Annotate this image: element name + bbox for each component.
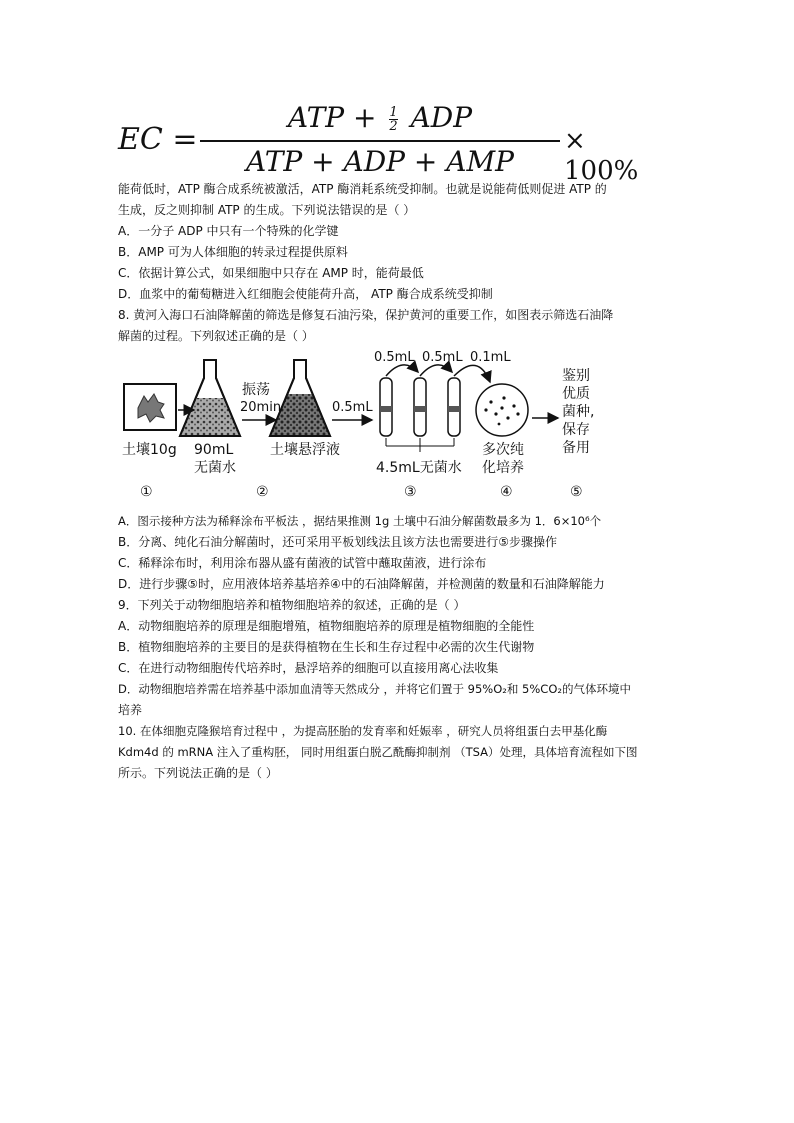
step-marker-5: ⑤ bbox=[570, 484, 583, 500]
soil-sample-box bbox=[124, 384, 176, 430]
q9-option-d-continued: 培养 bbox=[118, 703, 143, 717]
formula-lhs: EC = bbox=[118, 122, 198, 157]
q7-text-line-1: 能荷低时，ATP 酶合成系统被激活，ATP 酶消耗系统受抑制。也就是说能荷低则促进 ATP 的 bbox=[118, 182, 607, 196]
fraction-bar bbox=[200, 140, 560, 142]
label-purify-2: 化培养 bbox=[482, 460, 524, 476]
q8-text-line-2: 解菌的过程。下列叙述正确的是（ ） bbox=[118, 329, 314, 343]
step-marker-3: ③ bbox=[404, 484, 417, 500]
formula-numerator-atp: ATP + bbox=[287, 101, 377, 134]
step-marker-4: ④ bbox=[500, 484, 513, 500]
label-final-5: 备用 bbox=[562, 440, 590, 456]
label-20min: 20min bbox=[240, 400, 282, 415]
formula-rhs: × 100% bbox=[564, 126, 639, 186]
q9-option-d: D．动物细胞培养需在培养基中添加血清等天然成分 ，并将它们置于 95%O₂和 5%CO₂的气体环境中 bbox=[118, 682, 631, 696]
label-0-1ml: 0.1mL bbox=[470, 350, 511, 365]
step-marker-2: ② bbox=[256, 484, 269, 500]
q7-option-c: C．依据计算公式，如果细胞中只存在 AMP 时，能荷最低 bbox=[118, 266, 424, 280]
q8-text-line-1: 8. 黄河入海口石油降解菌的筛选是修复石油污染，保护黄河的重要工作，如图表示筛选石油降 bbox=[118, 308, 614, 322]
screening-process-diagram bbox=[118, 348, 678, 508]
formula-numerator bbox=[200, 98, 560, 138]
q9-option-c: C．在进行动物细胞传代培养时，悬浮培养的细胞可以直接用离心法收集 bbox=[118, 661, 499, 675]
q8-option-a: A．图示接种方法为稀释涂布平板法 ，据结果推测 1g 土壤中石油分解菌数最多为 1．6×10⁶个 bbox=[118, 514, 602, 528]
formula-half-num: 1 bbox=[389, 105, 398, 120]
q8-option-d: D．进行步骤⑤时，应用液体培养基培养④中的石油降解菌，并检测菌的数量和石油降解能力 bbox=[118, 577, 605, 591]
diagram-drawing bbox=[118, 348, 678, 508]
petri-dish bbox=[476, 384, 528, 436]
flask-sterile-water bbox=[180, 360, 240, 436]
q7-option-d: D．血浆中的葡萄糖进入红细胞会使能荷升高， ATP 酶合成系统受抑制 bbox=[118, 287, 493, 301]
label-purify-1: 多次纯 bbox=[482, 442, 524, 458]
q9-option-a: A．动物细胞培养的原理是细胞增殖，植物细胞培养的原理是植物细胞的全能性 bbox=[118, 619, 535, 633]
q9-stem: 9．下列关于动物细胞培养和植物细胞培养的叙述，正确的是（ ） bbox=[118, 598, 466, 612]
q7-text-line-2: 生成，反之则抑制 ATP 的生成。下列说法错误的是（ ） bbox=[118, 203, 416, 217]
label-0-5ml-b: 0.5mL bbox=[422, 350, 463, 365]
label-final-4: 保存 bbox=[562, 422, 590, 438]
q9-option-b: B．植物细胞培养的主要目的是获得植物在生长和生存过程中必需的次生代谢物 bbox=[118, 640, 535, 654]
label-0-5ml-transfer: 0.5mL bbox=[332, 400, 373, 415]
q10-text-line-2: Kdm4d 的 mRNA 注入了重构胚， 同时用组蛋白脱乙酰酶抑制剂 （TSA）处理，具体培育流程如下图 bbox=[118, 745, 638, 759]
label-soil: 土壤10g bbox=[122, 442, 177, 458]
formula-half bbox=[389, 106, 397, 133]
q8-option-c: C．稀释涂布时，利用涂布器从盛有菌液的试管中蘸取菌液，进行涂布 bbox=[118, 556, 487, 570]
dilution-tubes bbox=[380, 365, 490, 452]
label-final-3: 菌种, bbox=[562, 404, 595, 420]
label-4-5ml-water: 4.5mL无菌水 bbox=[376, 460, 462, 476]
q10-text-line-1: 10. 在体细胞克隆猴培育过程中 ，为提高胚胎的发育率和妊娠率 ，研究人员将组蛋白去甲基化酶 bbox=[118, 724, 608, 738]
energy-charge-formula bbox=[118, 98, 639, 186]
q8-option-b: B．分离、纯化石油分解菌时，还可采用平板划线法且该方法也需要进行⑤步骤操作 bbox=[118, 535, 557, 549]
label-90ml: 90mL bbox=[194, 442, 234, 458]
label-final-2: 优质 bbox=[562, 386, 590, 402]
flask-soil-suspension bbox=[270, 360, 330, 436]
label-sterile-water: 无菌水 bbox=[194, 460, 236, 476]
label-0-5ml-a: 0.5mL bbox=[374, 350, 415, 365]
formula-fraction bbox=[200, 98, 560, 180]
formula-half-den: 2 bbox=[389, 119, 398, 134]
q7-option-a: A．一分子 ADP 中只有一个特殊的化学键 bbox=[118, 224, 339, 238]
q7-option-b: B．AMP 可为人体细胞的转录过程提供原料 bbox=[118, 245, 348, 259]
q10-text-line-3: 所示。下列说法正确的是（ ） bbox=[118, 766, 278, 780]
label-suspension: 土壤悬浮液 bbox=[270, 442, 340, 458]
formula-numerator-adp: ADP bbox=[410, 101, 473, 134]
label-shake: 振荡 bbox=[242, 382, 270, 398]
label-final-1: 鉴别 bbox=[562, 368, 590, 384]
step-marker-1: ① bbox=[140, 484, 153, 500]
formula-denominator: ATP + ADP + AMP bbox=[246, 145, 514, 178]
